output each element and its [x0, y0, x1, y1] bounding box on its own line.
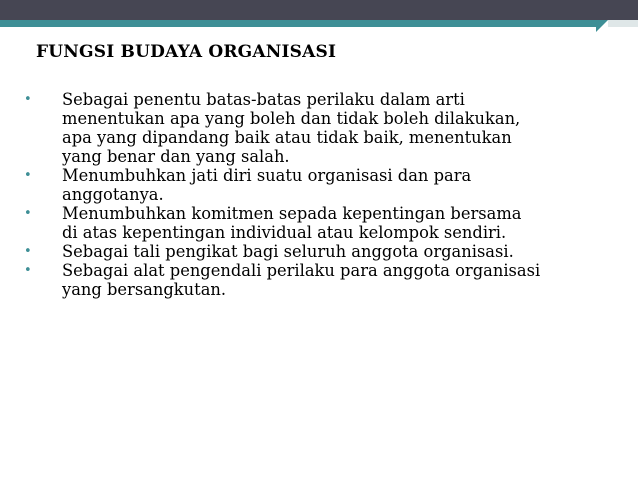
bullet-line: menentukan apa yang boleh dan tidak boleh dilakukan,: [62, 109, 521, 128]
bullet-line: Sebagai tali pengikat bagi seluruh anggota organisasi.: [62, 242, 514, 261]
bullet-line: yang benar dan yang salah.: [62, 147, 290, 166]
bullet-icon: •: [24, 263, 32, 278]
bullet-line: apa yang dipandang baik atau tidak baik, menentukan: [62, 128, 512, 147]
bullet-line: Menumbuhkan komitmen sepada kepentingan bersama: [62, 204, 522, 223]
bullet-item: [24, 261, 604, 299]
bullet-icon: •: [24, 168, 32, 183]
bullet-list: [24, 90, 604, 299]
bullet-icon: •: [24, 92, 32, 107]
bullet-icon: •: [24, 206, 32, 221]
bullet-item: [24, 204, 604, 242]
bullet-line: Sebagai penentu batas-batas perilaku dalam arti: [62, 90, 465, 109]
bullet-line: Sebagai alat pengendali perilaku para anggota organisasi: [62, 261, 541, 280]
slide-title: FUNGSI BUDAYA ORGANISASI: [36, 42, 337, 62]
bullet-line: anggotanya.: [62, 185, 164, 204]
header-band-accent: [0, 20, 596, 27]
header-band-light: [608, 20, 638, 27]
bullet-line: yang bersangkutan.: [62, 280, 227, 299]
bullet-icon: •: [24, 244, 32, 259]
bullet-line: di atas kepentingan individual atau kelompok sendiri.: [62, 223, 507, 242]
bullet-line: Menumbuhkan jati diri suatu organisasi dan para: [62, 166, 472, 185]
bullet-item: [24, 242, 604, 261]
header-band-notch: [596, 20, 608, 32]
bullet-item: [24, 90, 604, 166]
bullet-item: [24, 166, 604, 204]
header-band: [0, 0, 638, 22]
header-band-dark: [0, 0, 638, 20]
